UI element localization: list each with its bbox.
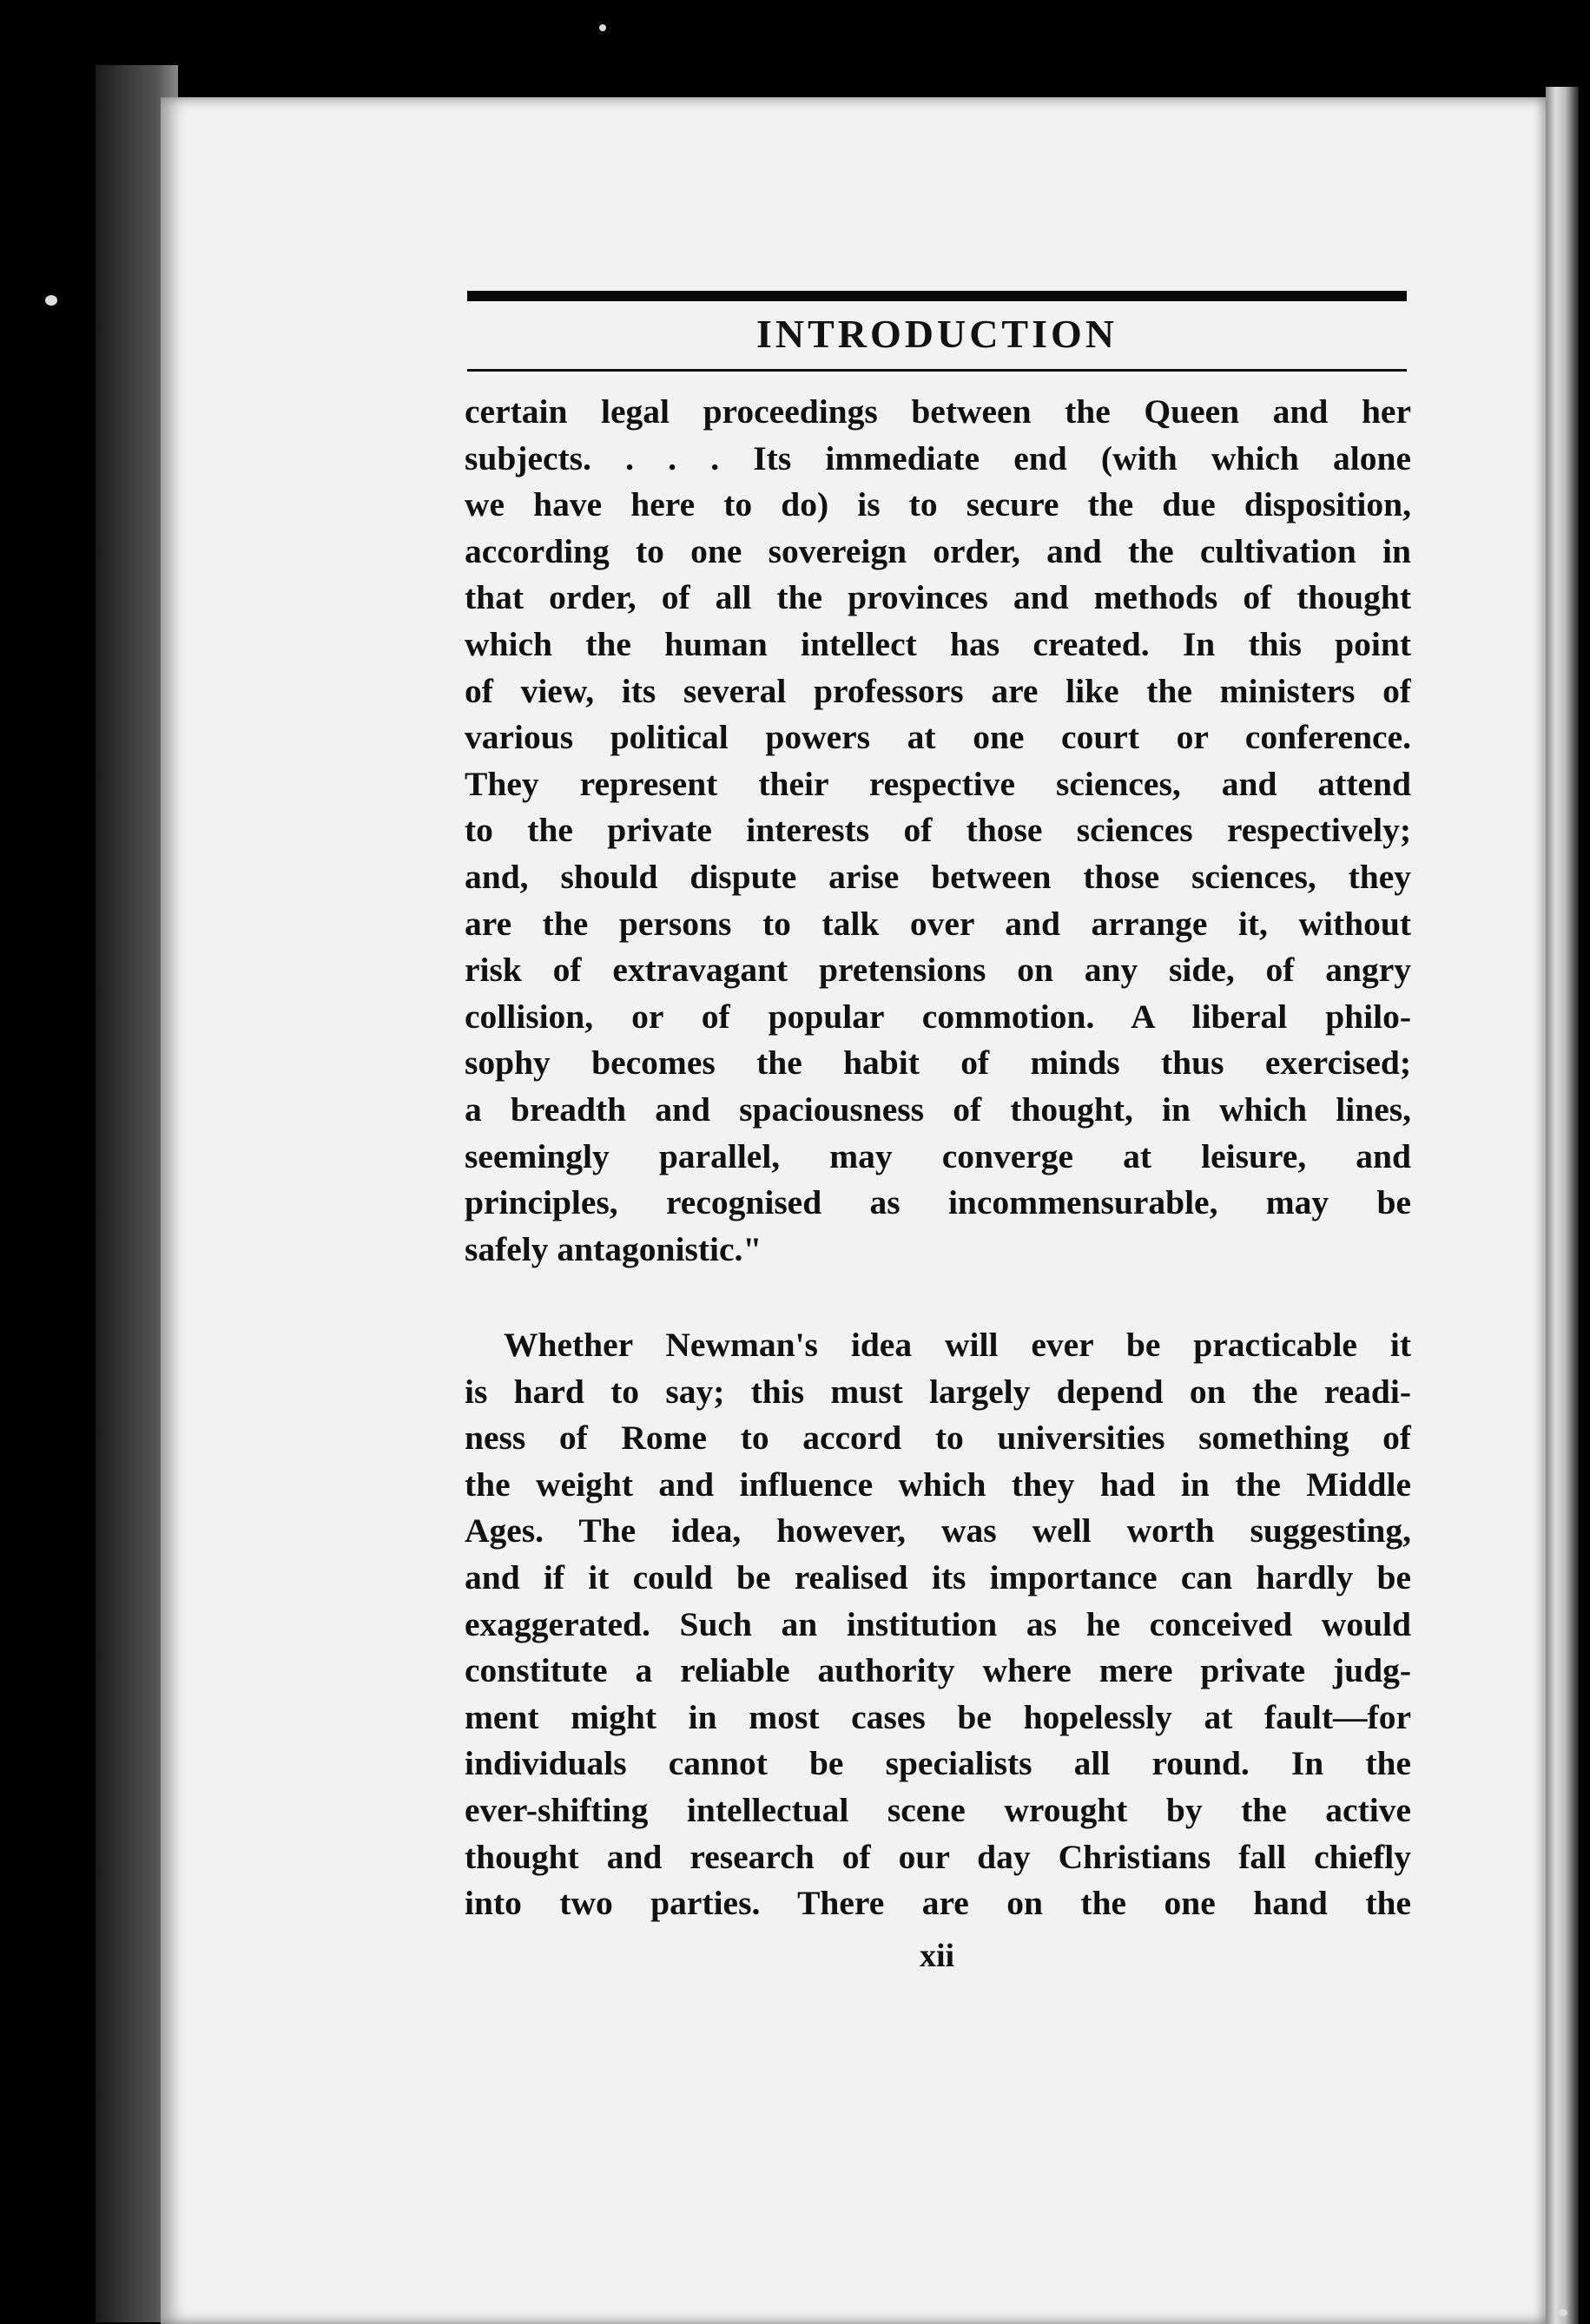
text-line: to the private interests of those sciences respectively; xyxy=(465,811,1411,850)
text-line: ness of Rome to accord to universities something of xyxy=(465,1419,1411,1458)
text-line: certain legal proceedings between the Queen and her xyxy=(465,392,1411,431)
header-thin-rule xyxy=(467,369,1407,372)
text-line: principles, recognised as incommensurable, may be xyxy=(465,1183,1411,1222)
text-line: sophy becomes the habit of minds thus exercised; xyxy=(465,1043,1411,1083)
text-line: of view, its several professors are like the ministers of xyxy=(465,671,1411,710)
text-line: exaggerated. Such an institution as he conceived would xyxy=(465,1604,1411,1643)
text-line: They represent their respective sciences, and attend xyxy=(465,764,1411,803)
text-line: Ages. The idea, however, was well worth suggesting, xyxy=(465,1511,1411,1550)
text-line: safely antagonistic." xyxy=(465,1229,762,1268)
text-line: risk of extravagant pretensions on any side, of angry xyxy=(465,951,1411,990)
text-line: and if it could be realised its importance can hardly be xyxy=(465,1557,1411,1597)
text-line: ever-shifting intellectual scene wrought by the active xyxy=(465,1790,1411,1829)
text-line: constitute a reliable authority where mere private judg- xyxy=(465,1651,1411,1690)
text-line: collision, or of popular commotion. A liberal philo- xyxy=(465,997,1411,1036)
text-line: various political powers at one court or conference. xyxy=(465,718,1411,757)
text-line: and, should dispute arise between those sciences, they xyxy=(465,857,1411,896)
page-right-edge xyxy=(1546,87,1579,2324)
text-line: Whether Newman's idea will ever be practicable it xyxy=(504,1326,1411,1364)
text-line: we have here to do) is to secure the due disposition, xyxy=(465,485,1411,524)
text-line: are the persons to talk over and arrange it, without xyxy=(465,904,1411,943)
running-head: INTRODUCTION xyxy=(755,312,1118,356)
text-line: that order, of all the provinces and methods of thought xyxy=(465,578,1411,617)
scan-speck xyxy=(45,295,57,306)
text-line: individuals cannot be specialists all round. In the xyxy=(465,1744,1411,1783)
header-thick-rule xyxy=(467,291,1407,301)
text-line: a breadth and spaciousness of thought, in which lines, xyxy=(465,1090,1411,1129)
text-line: subjects. . . . Its immediate end (with which alone xyxy=(465,438,1411,477)
text-line: is hard to say; this must largely depend on the readi- xyxy=(465,1372,1411,1411)
scan-speck xyxy=(1559,2309,1567,2316)
text-line: ment might in most cases be hopelessly at fault—for xyxy=(465,1697,1411,1736)
text-line: thought and research of our day Christians fall chiefly xyxy=(465,1837,1411,1876)
text-line: seemingly parallel, may converge at leisure, and xyxy=(465,1136,1411,1175)
text-line: according to one sovereign order, and the cultivation in xyxy=(465,531,1411,570)
text-line: into two parties. There are on the one hand the xyxy=(465,1884,1411,1923)
text-line: which the human intellect has created. In this point xyxy=(465,624,1411,663)
text-line: the weight and influence which they had in the Middle xyxy=(465,1465,1411,1504)
paragraph-1 xyxy=(465,389,1411,1273)
scan-speck xyxy=(599,24,606,31)
paragraph-2 xyxy=(465,1322,1411,1927)
page-number: xii xyxy=(919,1938,955,1974)
